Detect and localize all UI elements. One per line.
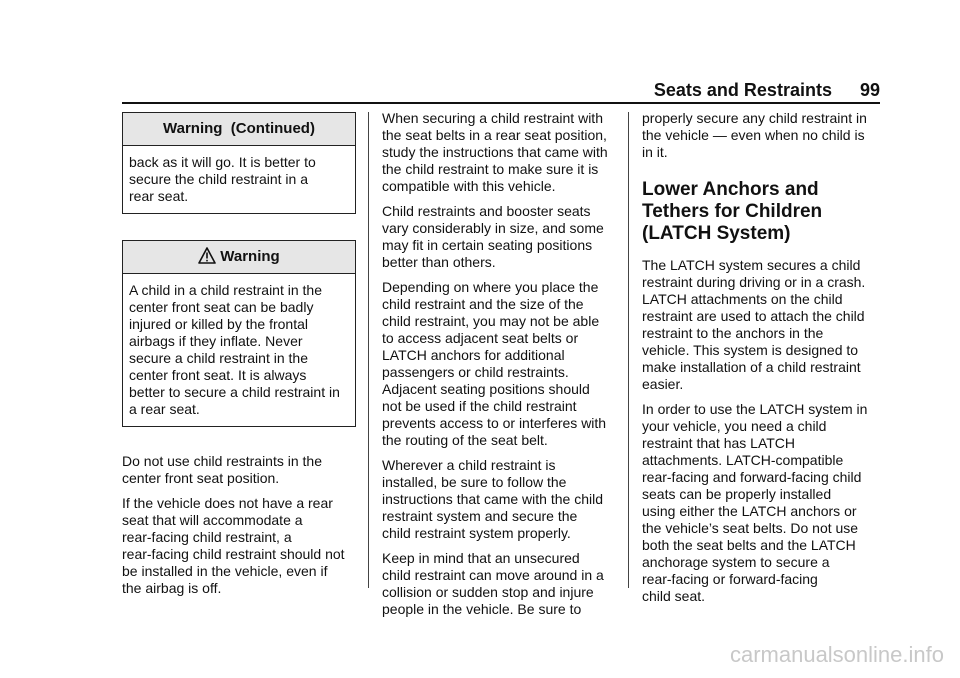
text-line: If the vehicle does not have a rear bbox=[122, 495, 333, 511]
text-line: study the instructions that came with bbox=[382, 144, 608, 160]
column-1 bbox=[122, 112, 356, 605]
text-line: the seat belts in a rear seat position, bbox=[382, 127, 607, 143]
text-line: people in the vehicle. Be sure to bbox=[382, 601, 582, 617]
text-line: to access adjacent seat belts or bbox=[382, 330, 579, 346]
watermark: carmanualsonline.info bbox=[729, 642, 944, 667]
text-line: LATCH attachments on the child bbox=[642, 291, 843, 307]
text-line: easier. bbox=[642, 376, 684, 392]
text-line: better to secure a child restraint in bbox=[129, 384, 340, 400]
text-line: be installed in the vehicle, even if bbox=[122, 563, 328, 579]
text-line: When securing a child restraint with bbox=[382, 110, 603, 126]
column-2 bbox=[382, 110, 618, 626]
text-line: the child restraint to make sure it is bbox=[382, 161, 599, 177]
warning-box bbox=[122, 240, 356, 427]
text-line: injured or killed by the frontal bbox=[129, 316, 308, 332]
heading-line: (LATCH System) bbox=[642, 223, 791, 244]
text-line: passengers or child restraints. bbox=[382, 364, 569, 380]
text-line: the airbag is off. bbox=[122, 580, 222, 596]
paragraph bbox=[382, 203, 618, 271]
text-line: secure a child restraint in the bbox=[129, 350, 308, 366]
paragraph bbox=[122, 453, 356, 487]
text-line: child restraint can move around in a bbox=[382, 567, 604, 583]
text-line: not be used if the child restraint bbox=[382, 398, 577, 414]
header-rule bbox=[122, 102, 880, 104]
text-line: restraint to the anchors in the bbox=[642, 325, 824, 341]
text-line: back as it will go. It is better to bbox=[129, 154, 316, 170]
text-line: your vehicle, you need a child bbox=[642, 418, 827, 434]
text-line: The LATCH system secures a child bbox=[642, 257, 861, 273]
heading-line: Tethers for Children bbox=[642, 201, 823, 222]
text-line: the routing of the seat belt. bbox=[382, 432, 548, 448]
text-line: properly secure any child restraint in bbox=[642, 110, 867, 126]
paragraph bbox=[382, 279, 618, 449]
text-line: Wherever a child restraint is bbox=[382, 457, 556, 473]
text-line: the vehicle’s seat belts. Do not use bbox=[642, 520, 859, 536]
text-line: make installation of a child restraint bbox=[642, 359, 861, 375]
text-line: instructions that came with the child bbox=[382, 491, 603, 507]
warning-continued-body bbox=[123, 146, 355, 213]
text-line: rear-facing child restraint, a bbox=[122, 529, 292, 545]
warning-continued-box bbox=[122, 112, 356, 214]
text-line: prevents access to or interferes with bbox=[382, 415, 607, 431]
warning-title: Warning bbox=[220, 248, 280, 265]
text-line: rear-facing or forward-facing bbox=[642, 571, 818, 587]
text-line: Child restraints and booster seats bbox=[382, 203, 591, 219]
text-line: A child in a child restraint in the bbox=[129, 282, 322, 298]
paragraph bbox=[642, 257, 882, 393]
text-line: Do not use child restraints in the bbox=[122, 453, 322, 469]
text-line: secure the child restraint in a bbox=[129, 171, 308, 187]
text-line: in it. bbox=[642, 144, 668, 160]
column-divider bbox=[628, 112, 629, 588]
text-line: center front seat. It is always bbox=[129, 367, 307, 383]
text-line: restraint that has LATCH bbox=[642, 435, 796, 451]
text-line: attachments. LATCH-compatible bbox=[642, 452, 844, 468]
text-line: rear seat. bbox=[129, 188, 189, 204]
text-line: may fit in certain seating positions bbox=[382, 237, 593, 253]
text-line: restraint system and secure the bbox=[382, 508, 578, 524]
paragraph bbox=[642, 401, 882, 605]
warning-triangle-icon bbox=[198, 244, 216, 276]
column-3 bbox=[642, 110, 882, 613]
text-line: center front seat can be badly bbox=[129, 299, 314, 315]
text-line: child restraint and the size of the bbox=[382, 296, 584, 312]
text-line: a rear seat. bbox=[129, 401, 200, 417]
paragraph bbox=[642, 110, 882, 161]
text-line: child restraint, you may not be able bbox=[382, 313, 600, 329]
warning-body bbox=[123, 274, 355, 426]
text-line: rear-facing child restraint should not bbox=[122, 546, 345, 562]
text-line: center front seat position. bbox=[122, 470, 280, 486]
text-line: Depending on where you place the bbox=[382, 279, 599, 295]
text-line: compatible with this vehicle. bbox=[382, 178, 556, 194]
text-line: installed, be sure to follow the bbox=[382, 474, 567, 490]
section-title: Seats and Restraints bbox=[653, 80, 832, 100]
text-line: using either the LATCH anchors or bbox=[642, 503, 857, 519]
page-number: 99 bbox=[859, 80, 880, 100]
warning-header bbox=[123, 241, 355, 274]
text-line: anchorage system to secure a bbox=[642, 554, 830, 570]
column-divider bbox=[368, 112, 369, 588]
text-line: LATCH anchors for additional bbox=[382, 347, 565, 363]
text-line: both the seat belts and the LATCH bbox=[642, 537, 856, 553]
warning-continued-title: Warning (Continued) bbox=[123, 113, 355, 146]
text-line: vary considerably in size, and some bbox=[382, 220, 604, 236]
text-line: the vehicle — even when no child is bbox=[642, 127, 865, 143]
heading-line: Lower Anchors and bbox=[642, 179, 819, 200]
text-line: rear-facing and forward-facing child bbox=[642, 469, 862, 485]
paragraph bbox=[382, 110, 618, 195]
paragraph bbox=[122, 495, 356, 597]
text-line: vehicle. This system is designed to bbox=[642, 342, 859, 358]
text-line: airbags if they inflate. Never bbox=[129, 333, 303, 349]
text-line: Adjacent seating positions should bbox=[382, 381, 590, 397]
text-line: child seat. bbox=[642, 588, 706, 604]
running-header bbox=[654, 80, 880, 101]
text-line: better than others. bbox=[382, 254, 496, 270]
text-line: child restraint system properly. bbox=[382, 525, 571, 541]
text-line: collision or sudden stop and injure bbox=[382, 584, 594, 600]
text-line: seat that will accommodate a bbox=[122, 512, 303, 528]
text-line: restraint are used to attach the child bbox=[642, 308, 865, 324]
text-line: seats can be properly installed bbox=[642, 486, 832, 502]
paragraph bbox=[382, 550, 618, 618]
text-line: restraint during driving or in a crash. bbox=[642, 274, 866, 290]
section-heading bbox=[642, 179, 882, 245]
text-line: In order to use the LATCH system in bbox=[642, 401, 868, 417]
paragraph bbox=[382, 457, 618, 542]
text-line: Keep in mind that an unsecured bbox=[382, 550, 580, 566]
